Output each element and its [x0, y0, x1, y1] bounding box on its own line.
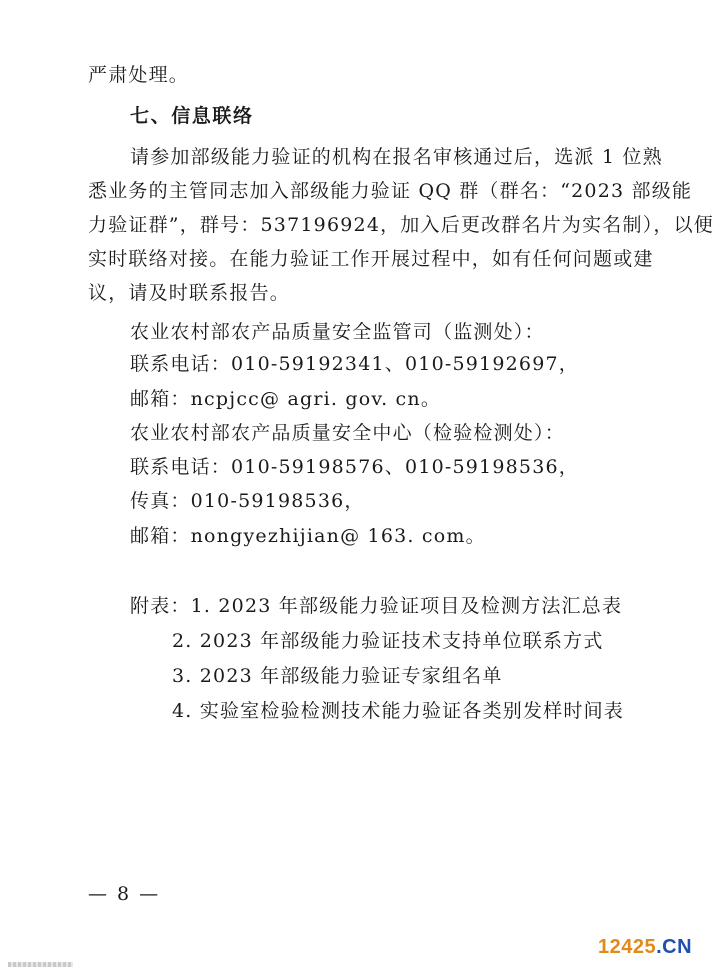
- paragraph-line: 实时联络对接。在能力验证工作开展过程中，如有任何问题或建: [88, 248, 654, 270]
- watermark-number: 12425: [598, 936, 657, 958]
- contact-org: 农业农村部农产品质量安全中心（检验检测处）：: [130, 422, 565, 444]
- contact-org: 农业农村部农产品质量安全监管司（监测处）：: [130, 321, 545, 343]
- attachment-list-item: 附表：1. 2023 年部级能力验证项目及检测方法汇总表: [130, 595, 623, 617]
- contact-phone: 联系电话：010-59192341、010-59192697，: [130, 353, 579, 375]
- contact-email: 邮箱：nongyezhijian@ 163. com。: [130, 525, 486, 547]
- paragraph-line: 请参加部级能力验证的机构在报名审核通过后，选派 1 位熟: [130, 146, 663, 168]
- page-number: — 8 —: [88, 883, 161, 905]
- contact-phone: 联系电话：010-59198576、010-59198536，: [130, 456, 579, 478]
- attachment-list-item: 2. 2023 年部级能力验证技术支持单位联系方式: [172, 630, 604, 652]
- section-heading: 七、信息联络: [130, 105, 254, 127]
- contact-fax: 传真：010-59198536，: [130, 490, 365, 512]
- watermark-suffix: .CN: [656, 936, 693, 958]
- paragraph-line: 力验证群”，群号：537196924，加入后更改群名片为实名制），以便: [88, 214, 715, 236]
- attachment-list-item: 4. 实验室检验检测技术能力验证各类别发样时间表: [172, 700, 624, 722]
- scan-edge-mark: [8, 962, 73, 967]
- contact-email: 邮箱：ncpjcc@ agri. gov. cn。: [130, 388, 442, 410]
- site-watermark: [598, 935, 692, 959]
- paragraph-line: 议，请及时联系报告。: [88, 282, 291, 304]
- paragraph-ending: 严肃处理。: [88, 64, 190, 86]
- paragraph-line: 悉业务的主管同志加入部级能力验证 QQ 群（群名：“2023 部级能: [88, 180, 693, 202]
- attachment-list-item: 3. 2023 年部级能力验证专家组名单: [172, 665, 503, 687]
